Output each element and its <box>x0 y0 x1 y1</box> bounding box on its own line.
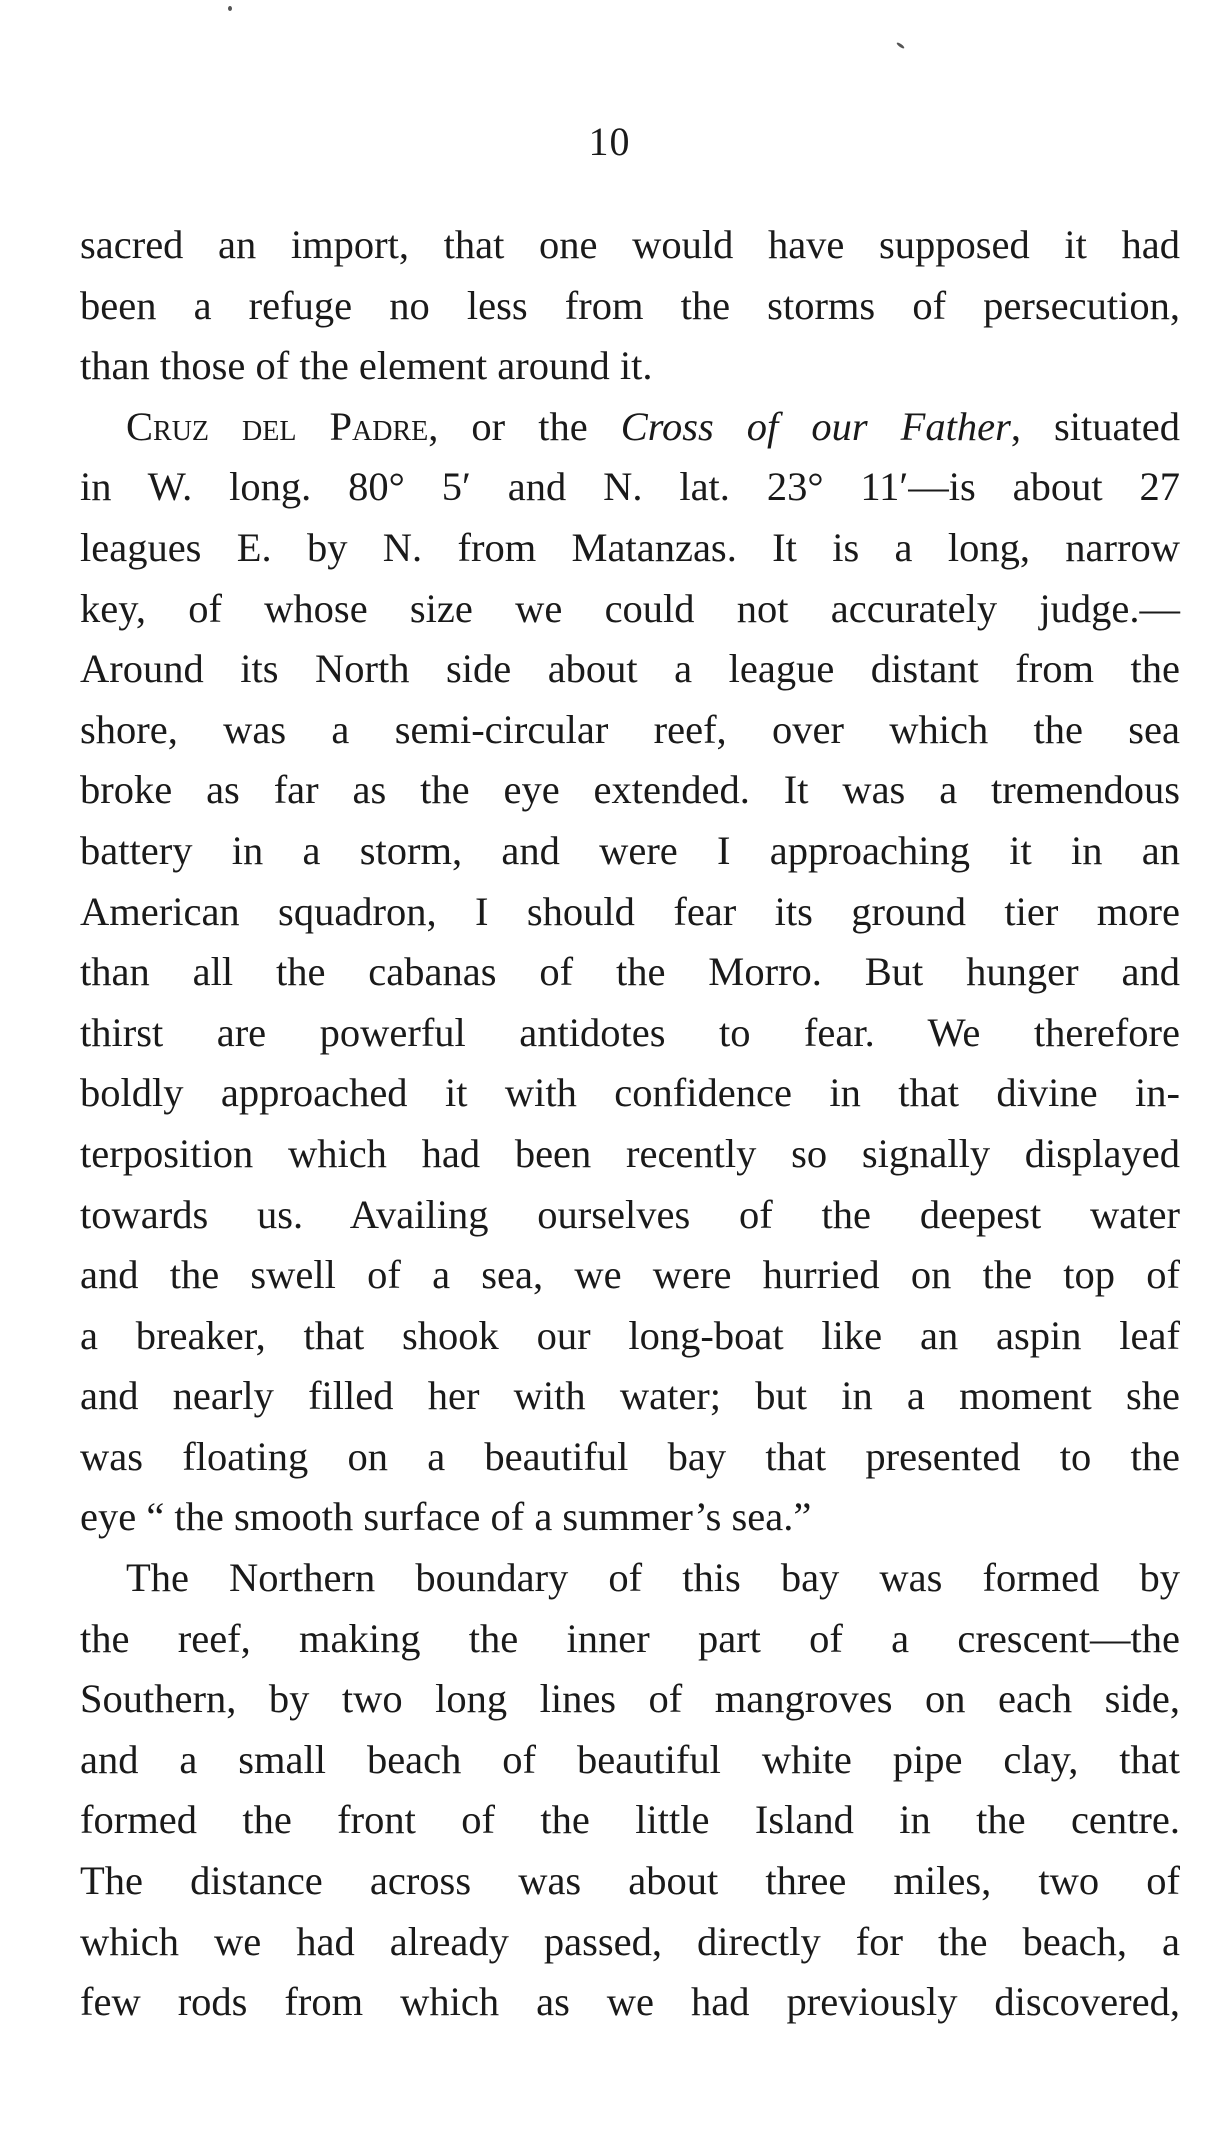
text-line: Around its North side about a league distant from the <box>80 646 1180 692</box>
page-number: 10 <box>588 119 631 164</box>
place-name: Cruz del Padre <box>126 403 429 449</box>
text-line: Southern, by two long lines of mangroves on each side, <box>80 1676 1180 1722</box>
paragraph-1 <box>80 215 1180 397</box>
text-line: and nearly filled her with water; but in a moment she <box>80 1373 1180 1419</box>
text-line: a breaker, that shook our long-boat like an aspin leaf <box>80 1312 1180 1358</box>
text-line: key, of whose size we could not accurately judge.— <box>80 585 1180 631</box>
text-line: than those of the element around it. <box>80 343 653 389</box>
print-speck <box>896 42 905 50</box>
text-line: American squadron, I should fear its ground tier more <box>80 888 1180 934</box>
text-line: than all the cabanas of the Morro. But hunger and <box>80 949 1180 995</box>
text-line: sacred an import, that one would have supposed it had <box>80 222 1180 267</box>
text-line: few rods from which as we had previously discovered, <box>80 1979 1180 2025</box>
text-line: been a refuge no less from the storms of persecution, <box>80 282 1180 328</box>
text-line: thirst are powerful antidotes to fear. We therefore <box>80 1009 1180 1055</box>
paragraph-2 <box>80 397 1180 1548</box>
text-line: boldly approached it with confidence in that divine in- <box>80 1070 1180 1116</box>
text-line: leagues E. by N. from Matanzas. It is a long, narrow <box>80 524 1180 570</box>
text-line: terposition which had been recently so signally displayed <box>80 1130 1180 1176</box>
paragraph-3 <box>80 1548 1180 2033</box>
text-line: the reef, making the inner part of a crescent—the <box>80 1615 1180 1661</box>
print-speck <box>228 6 232 11</box>
text-line: in W. long. 80° 5′ and N. lat. 23° 11′—is about 27 <box>80 464 1180 510</box>
text-line: The Northern boundary of this bay was formed by <box>126 1555 1180 1601</box>
text-line: was floating on a beautiful bay that presented to the <box>80 1433 1180 1479</box>
text-line: and the swell of a sea, we were hurried on the top of <box>80 1252 1180 1298</box>
text-line: towards us. Availing ourselves of the deepest water <box>80 1191 1180 1237</box>
text-line: and a small beach of beautiful white pipe clay, that <box>80 1736 1180 1782</box>
text-line: battery in a storm, and were I approaching it in an <box>80 827 1180 873</box>
text-line-lead: Cruz del Padre, or the Cross of our Father, situated <box>126 403 1180 449</box>
body-text <box>80 215 1180 2033</box>
text-line: formed the front of the little Island in the centre. <box>80 1797 1180 1843</box>
text-line: shore, was a semi-circular reef, over which the sea <box>80 706 1180 752</box>
text-line: which we had already passed, directly for the beach, a <box>80 1918 1180 1964</box>
place-translation: Cross of our Father <box>620 403 1011 449</box>
text-line: The distance across was about three miles, two of <box>80 1858 1180 1904</box>
text-line: broke as far as the eye extended. It was a tremendous <box>80 767 1180 813</box>
text-line: eye “ the smooth surface of a summer’s sea.” <box>80 1494 812 1540</box>
